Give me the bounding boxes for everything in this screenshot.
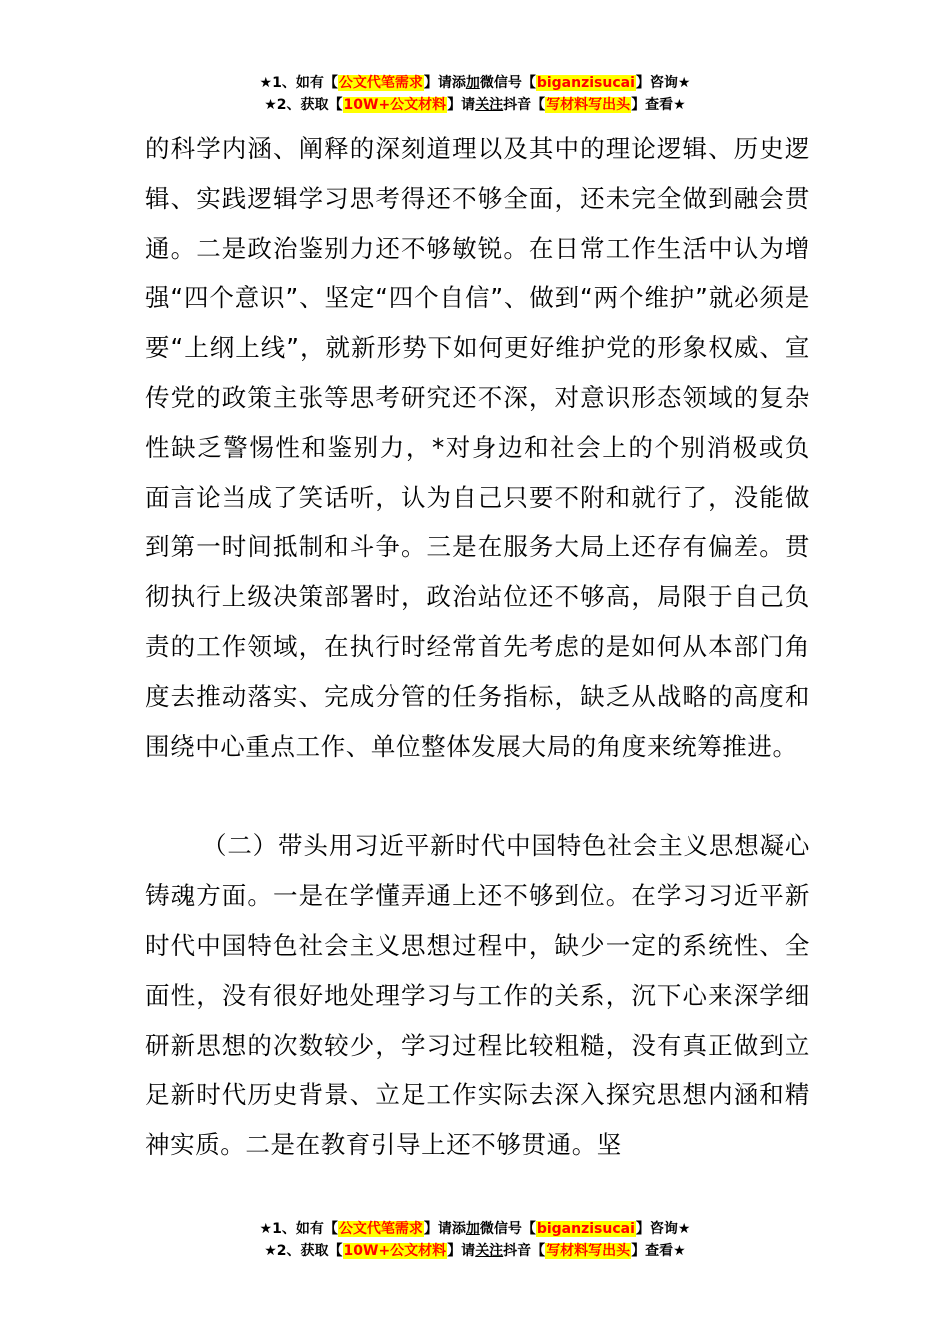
highlight-wechat-id: biganzisucai [536, 1221, 635, 1237]
highlight-service: 公文代笔需求 [338, 75, 423, 91]
document-body [145, 124, 810, 1170]
banner-line-1: ★1、如有【公文代笔需求】请添加微信号【biganzisucai】咨询★ [259, 75, 691, 91]
highlight-materials: 10W+公文材料 [343, 97, 447, 113]
banner-line-1: ★1、如有【公文代笔需求】请添加微信号【biganzisucai】咨询★ [259, 1221, 691, 1237]
highlight-douyin-account: 写材料写出头 [546, 1243, 631, 1259]
header-banner [0, 72, 950, 116]
body-paragraph-1: 的科学内涵、阐释的深刻道理以及其中的理论逻辑、历史逻辑、实践逻辑学习思考得还不够全面，还未完全做到融会贯通。二是政治鉴别力还不够敏锐。在日常工作生活中认为增强“四个意识”、坚定“四个自信”、做到“两个维护”就必须是要“上纲上线”，就新形势下如何更好维护党的形象权威、宣传党的政策主张等思考研究还不深，对意识形态领域的复杂性缺乏警惕性和鉴别力，*对身边和社会上的个别消极或负面言论当成了笑话听，认为自己只要不附和就行了，没能做到第一时间抵制和斗争。三是在服务大局上还存有偏差。贯彻执行上级决策部署时，政治站位还不够高，局限于自己负责的工作领域，在执行时经常首先考虑的是如何从本部门角度去推动落实、完成分管的任务指标，缺乏从战略的高度和围绕中心重点工作、单位整体发展大局的角度来统筹推进。 [145, 134, 810, 761]
body-paragraph-2: （二）带头用习近平新时代中国特色社会主义思想凝心铸魂方面。一是在学懂弄通上还不够到位。在学习习近平新时代中国特色社会主义思想过程中，缺少一定的系统性、全面性，没有很好地处理学习与工作的关系，沉下心来深学细研新思想的次数较少，学习过程比较粗糙，没有真正做到立足新时代历史背景、立足工作实际去深入探究思想内涵和精神实质。二是在教育引导上还不够贯通。坚 [145, 831, 810, 1160]
highlight-service: 公文代笔需求 [338, 1221, 423, 1237]
highlight-materials: 10W+公文材料 [343, 1243, 447, 1259]
banner-line-2: ★2、获取【10W+公文材料】请关注抖音【写材料写出头】查看★ [264, 1243, 686, 1259]
banner-line-2: ★2、获取【10W+公文材料】请关注抖音【写材料写出头】查看★ [264, 97, 686, 113]
highlight-douyin-account: 写材料写出头 [546, 97, 631, 113]
highlight-wechat-id: biganzisucai [536, 75, 635, 91]
footer-banner [0, 1218, 950, 1262]
paragraph-spacer [145, 771, 810, 821]
